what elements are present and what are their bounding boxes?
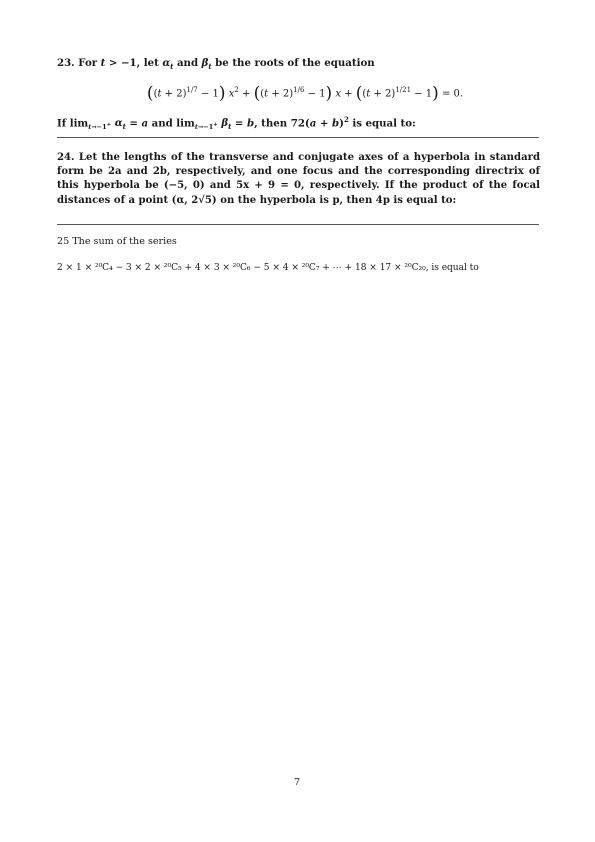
question-25-series: 2 × 1 × ²⁰C₄ − 3 × 2 × ²⁰C₅ + 4 × 3 × ²⁰C₆ − 5 × 4 × ²⁰C₇ + ⋯ + 18 × 17 × ²⁰C₂₀, is equal to bbox=[57, 263, 479, 273]
question-24: 24. Let the lengths of the transverse and conjugate axes of a hyperbola in standard form be 2a and 2b, respectively, and one focus and the corresponding directrix of this hyperbola be (−5, 0) and 5x + 9 = 0, respectively. If the product of the focal distances of a point (α, 2√5) on the hyperbola is p, then 4p is equal to: bbox=[57, 152, 540, 206]
question-divider bbox=[57, 224, 539, 225]
question-23-heading: 23. For t > −1, let $\alpha_t$ and $\beta_t$ be the roots of the equation bbox=[57, 57, 375, 72]
question-25-heading: 25 The sum of the series bbox=[57, 236, 177, 247]
page-number: 7 bbox=[293, 777, 301, 788]
question-23-equation: $((t + 2)^{1/7} - 1)$ $x^2 + ((t + 2)^{1/6} - 1) x + ((t + 2)^{1/21} - 1) = 0$. bbox=[146, 83, 464, 104]
question-23-prompt: If $\lim_{t\to-1^+} \alpha_t = a$ and $\lim_{t\to-1^+} \beta_t = b$, then $72(a + b)^2$ is equal to: bbox=[57, 115, 416, 132]
question-divider bbox=[57, 137, 539, 138]
